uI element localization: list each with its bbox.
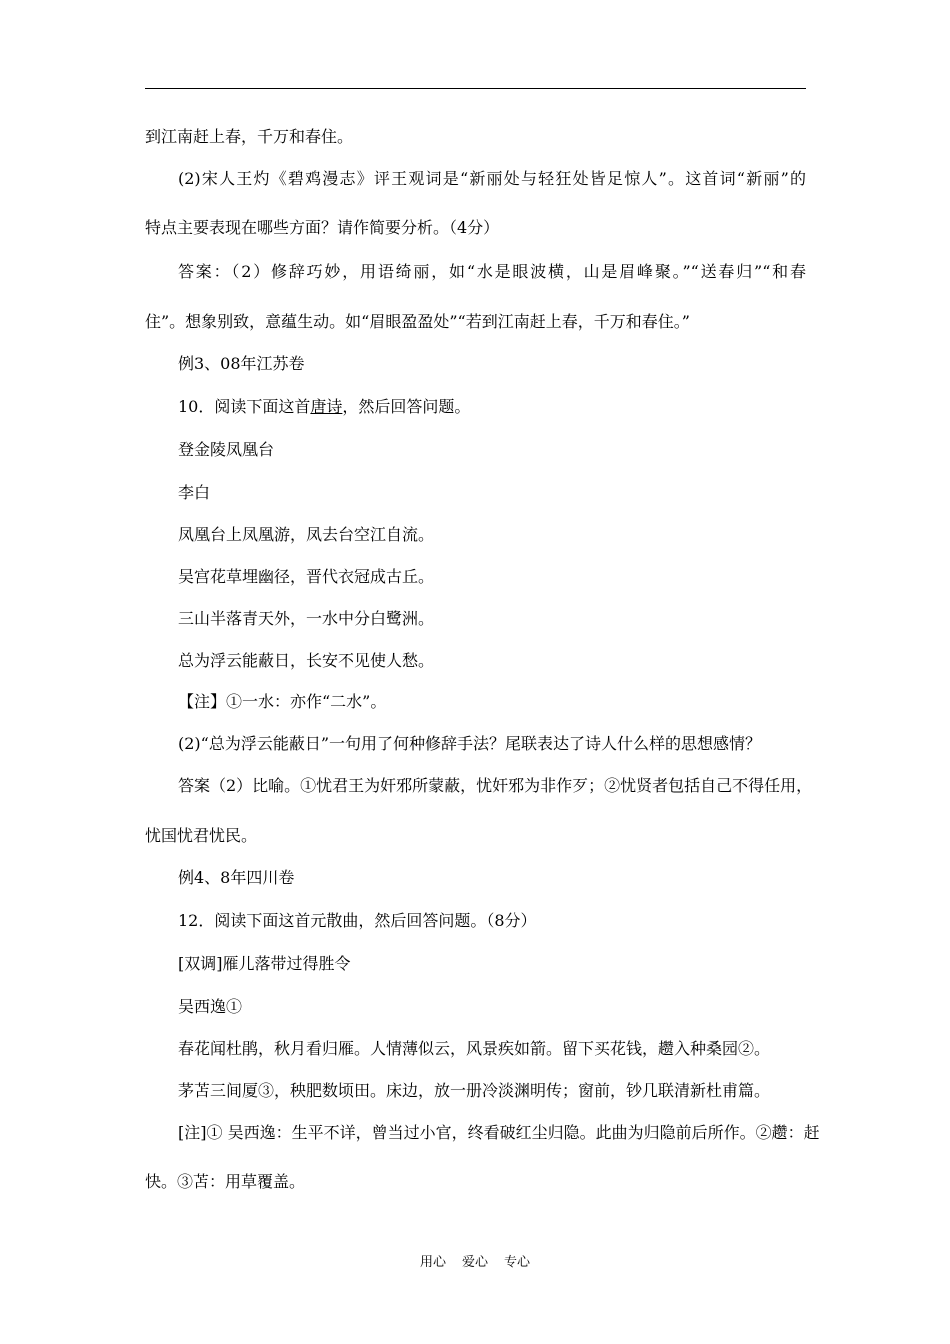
poem-line: 总为浮云能蔽日，长安不见使人愁。 — [178, 651, 435, 670]
poem-line: 凤凰台上凤凰游，凤去台空江自流。 — [178, 525, 435, 544]
footer-text: 专心 — [504, 1255, 531, 1270]
poem-line: 春花闻杜鹃，秋月看归雁。人情薄似云，风景疾如箭。留下买花钱，趱入种桑园②。 — [178, 1039, 771, 1058]
poem-line: 吴宫花草埋幽径，晋代衣冠成古丘。 — [178, 567, 435, 586]
poem-author: 吴西逸① — [178, 997, 243, 1016]
poem-line: 三山半落青天外，一水中分白鹭洲。 — [178, 609, 435, 628]
question-line: (2)“总为浮云能蔽日”一句用了何种修辞手法？尾联表达了诗人什么样的思想感情？ — [178, 734, 762, 753]
example-heading: 例4、8年四川卷 — [178, 868, 295, 887]
footer-text: 用心 — [419, 1255, 446, 1270]
question-line: 12．阅读下面这首元散曲，然后回答问题。（8分） — [178, 911, 537, 930]
answer-line: 忧国忧君忧民。 — [145, 826, 258, 845]
question-text: 10．阅读下面这首 — [178, 397, 311, 416]
answer-line: 答案：（2）修辞巧妙，用语绮丽，如“水是眼波横，山是眉峰聚。”“送春归”“和春 — [178, 262, 806, 281]
poem-line: 茅苫三间厦③，秧肥数顷田。床边，放一册冷淡渊明传；窗前，钞几联清新杜甫篇。 — [178, 1081, 771, 1100]
question-text: ，然后回答问题。 — [342, 397, 471, 416]
text-line: 到江南赶上春，千万和春住。 — [145, 127, 354, 146]
note-line: 【注】①一水：亦作“二水”。 — [178, 692, 387, 711]
text-line: (2)宋人王灼《碧鸡漫志》评王观词是“新丽处与轻狂处皆足惊人”。这首词“新丽”的 — [178, 169, 806, 188]
text-line: 特点主要表现在哪些方面？请作简要分析。（4分） — [145, 218, 500, 237]
example-heading: 例3、08年江苏卷 — [178, 354, 305, 373]
footer-text: 爱心 — [461, 1255, 488, 1270]
poem-title: 登金陵凤凰台 — [178, 440, 275, 459]
answer-line: 答案（2）比喻。①忧君王为奸邪所蒙蔽，忧奸邪为非作歹；②忧贤者包括自己不得任用， — [178, 776, 813, 795]
question-line — [178, 397, 470, 417]
note-line: 快。③苫：用草覆盖。 — [145, 1172, 306, 1191]
header-rule — [145, 88, 806, 89]
answer-line: 住”。想象别致，意蕴生动。如“眉眼盈盈处”“若到江南赶上春，千万和春住。” — [145, 312, 690, 331]
note-line: [注]① 吴西逸：生平不详，曾当过小官，终看破红尘归隐。此曲为归隐前后所作。②趱：赶 — [178, 1123, 820, 1142]
page-footer — [0, 1251, 950, 1270]
poem-title: [双调]雁儿落带过得胜令 — [178, 954, 351, 973]
poem-author: 李白 — [178, 483, 211, 502]
poem-link[interactable]: 唐诗 — [310, 397, 343, 416]
